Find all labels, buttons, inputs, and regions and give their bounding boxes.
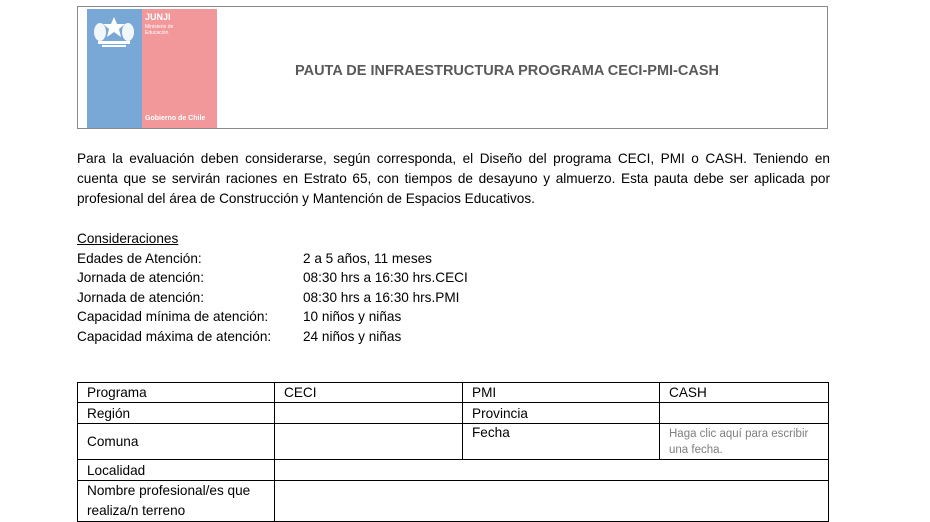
consideration-row	[77, 288, 468, 308]
programa-label: Programa	[78, 383, 275, 403]
consideration-row	[77, 327, 468, 347]
consideration-label: Capacidad mínima de atención:	[77, 309, 269, 325]
consideration-value: 24 niños y niñas	[303, 328, 402, 344]
consideration-value: 10 niños y niñas	[303, 309, 402, 325]
consideration-label: Edades de Atención:	[77, 250, 202, 266]
considerations-section	[77, 229, 468, 347]
fecha-date-picker[interactable]	[660, 424, 829, 460]
consideration-label: Capacidad máxima de atención:	[77, 328, 272, 344]
consideration-label: Jornada de atención:	[77, 270, 204, 286]
consideration-label: Jornada de atención:	[77, 289, 204, 305]
table-row	[78, 424, 829, 460]
consideration-value: 08:30 hrs a 16:30 hrs.PMI	[303, 289, 460, 305]
logo-brand: JUNJI	[145, 12, 171, 22]
pmi-option[interactable]: PMI	[463, 383, 660, 403]
document-title: PAUTA DE INFRAESTRUCTURA PROGRAMA CECI-PMI-CASH	[295, 63, 719, 79]
provincia-label: Provincia	[463, 403, 660, 424]
table-row	[78, 383, 829, 403]
consideration-value: 08:30 hrs a 16:30 hrs.CECI	[303, 270, 468, 286]
region-field[interactable]	[275, 403, 463, 424]
logo-blue-panel	[87, 9, 142, 128]
fecha-label: Fecha	[463, 424, 660, 460]
localidad-label: Localidad	[78, 460, 275, 481]
comuna-label: Comuna	[78, 424, 275, 460]
provincia-field[interactable]	[660, 403, 829, 424]
logo-government: Gobierno de Chile	[145, 115, 206, 122]
logo-ministry: Ministerio de Educación	[145, 24, 174, 36]
document-header	[77, 6, 828, 129]
localidad-field[interactable]	[275, 460, 829, 481]
cash-option[interactable]: CASH	[660, 383, 829, 403]
consideration-row	[77, 268, 468, 288]
region-label: Región	[78, 403, 275, 424]
table-row	[78, 460, 829, 481]
logo-red-panel	[142, 9, 217, 128]
table-row	[78, 403, 829, 424]
nombre-profesional-label: Nombre profesional/es que realiza/n terreno	[78, 481, 275, 522]
ceci-option[interactable]: CECI	[275, 383, 463, 403]
info-form-table	[77, 382, 829, 522]
consideration-row	[77, 249, 468, 269]
table-row	[78, 481, 829, 522]
intro-paragraph: Para la evaluación deben considerarse, según corresponda, el Diseño del programa CECI, PMI o CASH. Teniendo en cuenta que se servirán raciones en Estrato 65, con tiempos de desayuno y almuerzo. Esta pauta debe ser aplicada por profesional del área de Construcción y Mantención de Espacios Educativos.	[77, 151, 830, 206]
consideration-row	[77, 307, 468, 327]
comuna-field[interactable]	[275, 424, 463, 460]
junji-logo	[87, 9, 217, 128]
consideration-value: 2 a 5 años, 11 meses	[303, 250, 432, 266]
considerations-title: Consideraciones	[77, 231, 179, 246]
nombre-profesional-field[interactable]	[275, 481, 829, 522]
fecha-placeholder: Haga clic aquí para escribir una fecha.	[669, 427, 809, 456]
chile-coat-of-arms-icon	[90, 14, 138, 48]
